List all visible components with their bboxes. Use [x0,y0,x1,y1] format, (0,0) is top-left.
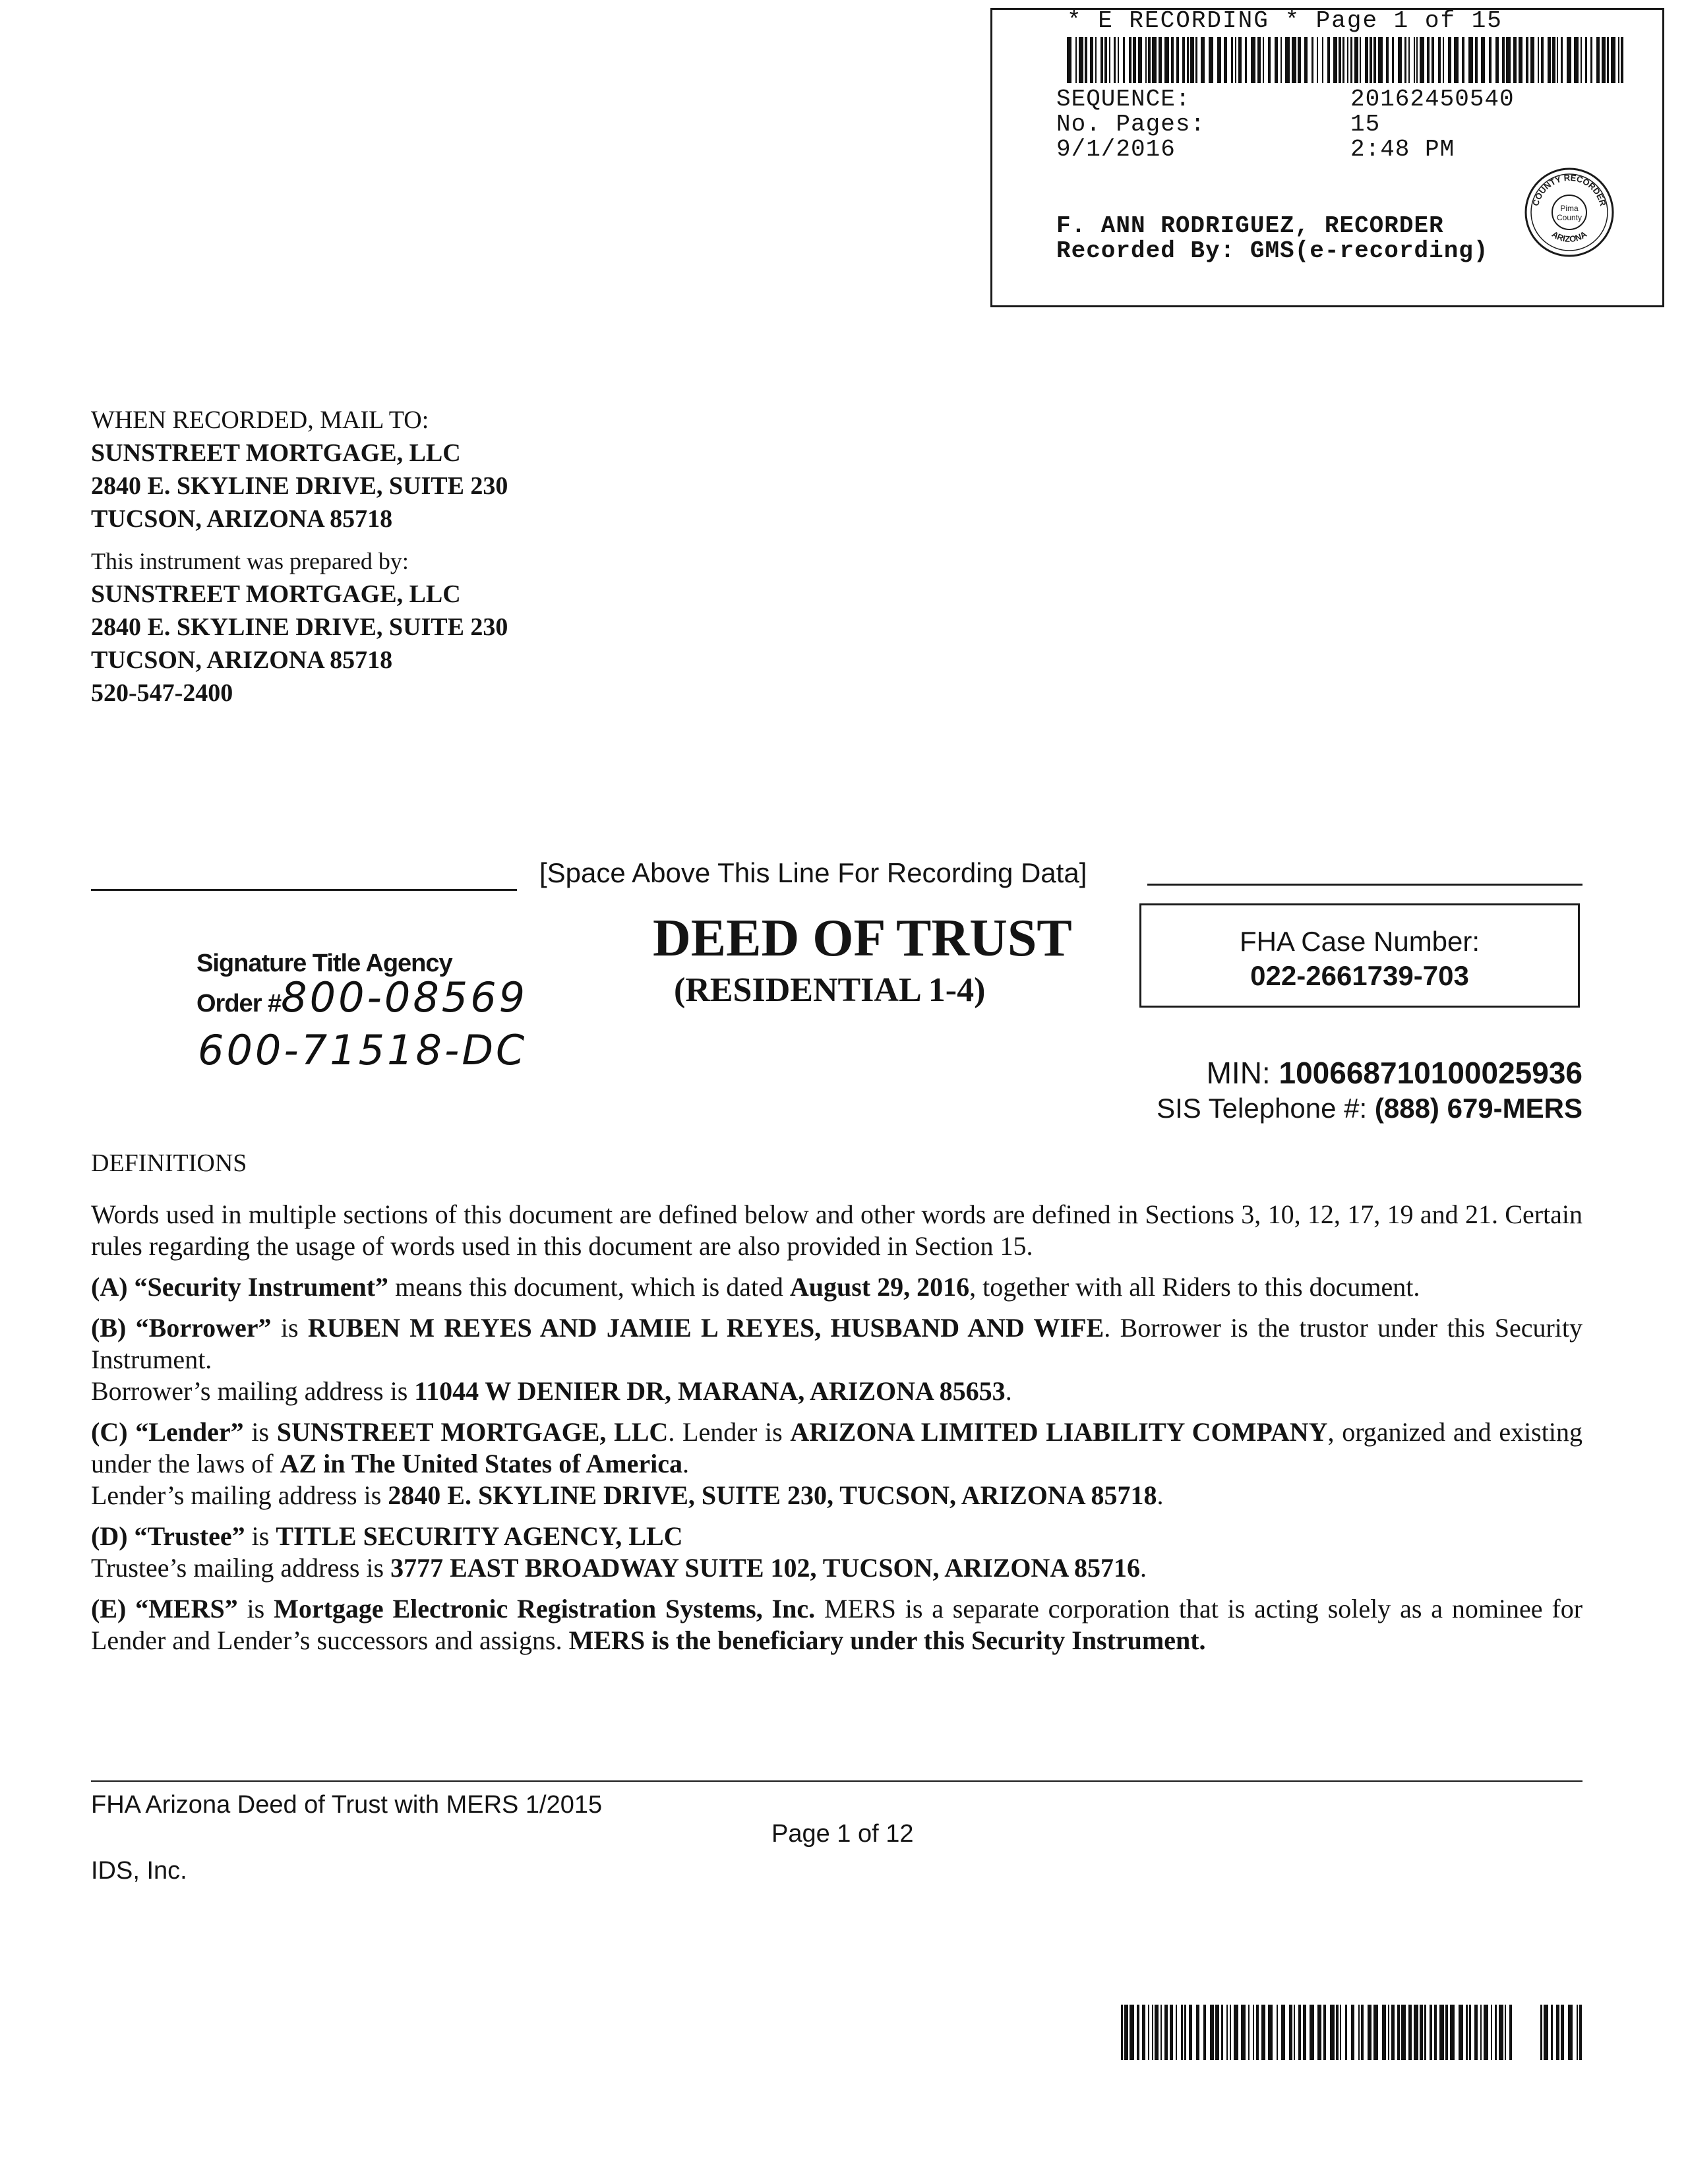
barcode-bar [1138,37,1142,83]
barcode-bar [1489,37,1492,83]
barcode-bar [1261,2005,1265,2060]
barcode-bar [1602,37,1606,83]
definition-text: is [237,1594,274,1623]
barcode-bar [1392,37,1394,83]
barcode-bar [1540,2005,1542,2060]
barcode-bar [1607,37,1609,83]
barcode-bar [1253,2005,1254,2060]
barcode-bar [1378,37,1383,83]
barcode-bar [1499,2005,1503,2060]
barcode-bar [1311,37,1313,83]
barcode-bar [1317,37,1318,83]
barcode-bar [1201,37,1205,83]
barcode-bar [1401,2005,1406,2060]
barcode-bar [1330,2005,1335,2060]
definition-text: means this document, which is dated [388,1272,790,1302]
sis-value: (888) 679-MERS [1374,1093,1582,1124]
barcode-bar [1182,37,1185,83]
barcode-bar [1123,37,1125,83]
recording-space-rule-right [1147,884,1582,886]
barcode-bar [1579,2005,1582,2060]
borrower-name: RUBEN M REYES AND JAMIE L REYES, HUSBAND AND WIFE [307,1313,1104,1343]
barcode-bar [1351,2005,1354,2060]
barcode-bar [1339,37,1341,83]
barcode-bar [1408,37,1410,83]
barcode-bar [1590,37,1592,83]
barcode-bar [1621,37,1623,83]
barcode-bar [1373,2005,1378,2060]
barcode-bar [1294,2005,1295,2060]
barcode-bar [1121,2005,1123,2060]
barcode-bar [1397,2005,1400,2060]
barcode-bar [1561,37,1563,83]
barcode-bar [1581,37,1582,83]
prepared-by-line: 520-547-2400 [91,679,233,707]
barcode-bar [1432,37,1434,83]
definition-text: is [271,1313,308,1343]
lender-name: SUNSTREET MORTGAGE, LLC [276,1417,669,1447]
barcode-bar [1434,2005,1437,2060]
barcode-bar [1585,37,1587,83]
barcode-bar [1327,37,1330,83]
barcode-bar [1420,2005,1423,2060]
borrower-address [91,1376,1582,1407]
barcode-bar [1114,37,1116,83]
recording-header: * E RECORDING * Page 1 of 15 [1067,7,1503,34]
barcode-bar [1474,2005,1478,2060]
barcode-bar [1133,37,1136,83]
barcode-bar [1360,37,1361,83]
barcode-bar [1354,37,1358,83]
mail-to-line: SUNSTREET MORTGAGE, LLC [91,439,461,467]
barcode-bar [1268,2005,1273,2060]
barcode-bar [1145,37,1147,83]
min-label: MIN: [1206,1056,1279,1090]
barcode-bar [1085,37,1087,83]
barcode-bar [1342,37,1344,83]
barcode-bar [1574,37,1579,83]
definition-c [91,1416,1582,1480]
barcode-bar [1075,37,1077,83]
barcode-bar [1398,37,1402,83]
barcode-bar [1556,2005,1559,2060]
barcode-bar [1373,37,1376,83]
barcode-bar [1491,2005,1492,2060]
barcode-bar [1310,2005,1314,2060]
prepared-by-line: SUNSTREET MORTGAGE, LLC [91,580,461,608]
recording-barcode [1067,37,1625,83]
mail-to-heading: WHEN RECORDED, MAIL TO: [91,406,429,434]
barcode-bar [1298,37,1301,83]
sequence-label: SEQUENCE: [1056,86,1191,113]
handwritten-file-number: 600-71518-DC [198,1026,528,1074]
barcode-bar [1245,37,1247,83]
barcode-bar [1170,2005,1173,2060]
barcode-bar [1257,37,1261,83]
barcode-bar [1234,2005,1238,2060]
barcode-bar [1100,37,1103,83]
barcode-bar [1358,2005,1360,2060]
barcode-bar [1187,37,1189,83]
sis-label: SIS Telephone #: [1157,1093,1375,1124]
definition-e [91,1593,1582,1656]
prepared-by-line: 2840 E. SKYLINE DRIVE, SUITE 230 [91,613,508,641]
barcode-bar [1215,2005,1219,2060]
barcode-bar [1577,2005,1578,2060]
barcode-bar [1345,2005,1347,2060]
pages-value: 15 [1350,111,1381,138]
barcode-bar [1530,37,1534,83]
barcode-bar [1217,37,1221,83]
document-title: DEED OF TRUST [653,909,1072,967]
barcode-bar [1281,37,1282,83]
county-recorder-seal [1523,166,1615,258]
barcode-bar [1256,2005,1259,2060]
document-subtitle: (RESIDENTIAL 1-4) [674,971,986,1009]
definition-term: (D) “Trustee” [91,1521,245,1551]
footer-page-number: Page 1 of 12 [771,1820,914,1848]
barcode-bar [1347,37,1348,83]
seal-text-center-2: County [1556,213,1582,222]
barcode-bar [1388,2005,1389,2060]
fha-case-label: FHA Case Number: [1239,926,1480,957]
barcode-bar [1386,37,1389,83]
barcode-bar [1596,37,1600,83]
barcode-bar [1509,2005,1512,2060]
definition-text: is [245,1521,276,1551]
barcode-bar [1160,2005,1162,2060]
definition-a [91,1271,1582,1303]
seal-text-center-1: Pima [1560,204,1579,213]
barcode-bar [1241,2005,1246,2060]
barcode-bar [1404,37,1406,83]
barcode-bar [1414,37,1415,83]
barcode-bar [1230,2005,1231,2060]
barcode-bar [1340,2005,1341,2060]
barcode-bar [1189,2005,1192,2060]
barcode-bar [1450,2005,1455,2060]
barcode-bar [1561,2005,1564,2060]
barcode-bar [1382,2005,1386,2060]
barcode-bar [1495,2005,1497,2060]
handwritten-order-number: 800-08569 [281,973,528,1021]
barcode-bar [1304,37,1308,83]
barcode-bar [1124,2005,1128,2060]
barcode-bar [1238,37,1242,83]
barcode-bar [1210,2005,1214,2060]
barcode-bar [1196,2005,1199,2060]
barcode-bar [1420,37,1424,83]
definition-term: (A) “Security Instrument” [91,1272,389,1302]
barcode-bar [1203,2005,1206,2060]
barcode-bar [1459,2005,1463,2060]
barcode-bar [1148,2005,1149,2060]
trustee-name: TITLE SECURITY AGENCY, LLC [276,1521,683,1551]
recording-date: 9/1/2016 [1056,136,1176,163]
definition-text: , together with all Riders to this document. [969,1272,1420,1302]
barcode-bar [1544,2005,1548,2060]
barcode-bar [1430,2005,1432,2060]
definition-term: (B) “Borrower” [91,1313,272,1343]
seal-text-bottom: ARIZONA [1550,229,1589,245]
definition-b [91,1312,1582,1376]
barcode-bar [1277,2005,1278,2060]
barcode-bar [1611,37,1615,83]
barcode-bar [1281,2005,1285,2060]
mail-to-line: 2840 E. SKYLINE DRIVE, SUITE 230 [91,472,508,500]
address-label: Lender’s mailing address is [91,1480,388,1510]
recording-time: 2:48 PM [1350,136,1455,163]
barcode-bar [1268,37,1271,83]
barcode-bar [1424,2005,1426,2060]
barcode-bar [1171,37,1174,83]
borrower-address-value: 11044 W DENIER DR, MARANA, ARIZONA 85653 [414,1376,1006,1406]
barcode-bar [1263,37,1264,83]
barcode-bar [1079,37,1083,83]
fha-case-number: 022-2661739-703 [1250,960,1469,991]
mers-name: Mortgage Electronic Registration Systems, Inc. [274,1594,816,1623]
barcode-bar [1427,37,1430,83]
barcode-bar [1176,2005,1177,2060]
space-above-line-text: [Space Above This Line For Recording Data] [539,857,1087,888]
barcode-bar [1462,37,1464,83]
barcode-bar [1391,2005,1395,2060]
barcode-bar [1285,37,1290,83]
barcode-bar [1298,2005,1301,2060]
definitions-intro: Words used in multiple sections of this document are defined below and other words are defined in Sections 3, 10, 12, 17, 19 and 21. Certain rules regarding the usage of words used in this document are also provided in Section 15. [91,1199,1582,1261]
definition-term: (E) “MERS” [91,1594,238,1623]
barcode-bar [1148,37,1151,83]
barcode-bar [1484,2005,1488,2060]
punctuation: . [682,1449,689,1478]
definitions-section [91,1147,1582,1666]
barcode-bar [1176,37,1179,83]
barcode-bar [1439,2005,1444,2060]
title-agency-name: Signature Title Agency [196,950,452,977]
barcode-bar [1414,2005,1418,2060]
barcode-bar [1567,37,1571,83]
barcode-bar [1275,37,1278,83]
barcode-bar [1130,2005,1134,2060]
barcode-bar [1292,37,1296,83]
punctuation: . [1140,1553,1147,1583]
recorded-by: Recorded By: GMS(e-recording) [1056,237,1489,264]
barcode-bar [1408,2005,1412,2060]
barcode-bar [1095,37,1097,83]
barcode-bar [1548,37,1551,83]
barcode-bar [1152,2005,1153,2060]
title-agency-order [196,973,528,1021]
barcode-bar [1438,37,1441,83]
barcode-bar [1090,37,1093,83]
barcode-bar [1552,37,1555,83]
document-barcode [1121,2005,1582,2060]
lender-jurisdiction: AZ in The United States of America [280,1449,682,1478]
barcode-bar [1104,37,1107,83]
barcode-bar [1137,2005,1139,2060]
barcode-bar [1164,37,1169,83]
sequence-value: 20162450540 [1350,86,1515,113]
barcode-bar [1152,37,1157,83]
barcode-bar [1067,37,1071,83]
barcode-bar [1209,37,1213,83]
trustee-address-value: 3777 EAST BROADWAY SUITE 102, TUCSON, ARIZONA 85716 [390,1553,1140,1583]
barcode-bar [1502,37,1505,83]
barcode-bar [1235,37,1236,83]
barcode-bar [1289,2005,1292,2060]
barcode-bar [1618,37,1619,83]
barcode-bar [1568,2005,1573,2060]
barcode-bar [1333,37,1337,83]
barcode-bar [1448,37,1451,83]
barcode-bar [1466,2005,1468,2060]
barcode-bar [1226,2005,1228,2060]
barcode-bar [1469,2005,1471,2060]
min-value: 100668710100025936 [1279,1056,1582,1090]
barcode-bar [1195,37,1197,83]
pages-label: No. Pages: [1056,111,1206,138]
barcode-bar [1129,37,1131,83]
barcode-bar [1541,37,1544,83]
barcode-bar [1557,37,1558,83]
prepared-by-heading: This instrument was prepared by: [91,548,409,574]
definition-text: . Borrower is the trustor under this Security Instrument. [91,1313,1583,1374]
barcode-bar [1368,2005,1372,2060]
barcode-bar [1475,37,1478,83]
barcode-bar [1513,37,1517,83]
prepared-by-line: TUCSON, ARIZONA 85718 [91,646,393,674]
mers-beneficiary-statement: MERS is the beneficiary under this Security Instrument. [568,1625,1206,1655]
barcode-bar [1480,2005,1482,2060]
barcode-bar [1159,37,1162,83]
lender-address-value: 2840 E. SKYLINE DRIVE, SUITE 230, TUCSON, ARIZONA 85718 [388,1480,1157,1510]
footer-form-name: FHA Arizona Deed of Trust with MERS 1/2015 [91,1791,603,1819]
barcode-bar [1350,37,1352,83]
barcode-bar [1551,2005,1553,2060]
barcode-bar [1190,37,1194,83]
svg-text:ARIZONA [1550,229,1589,244]
sis-telephone-line [1157,1092,1582,1125]
barcode-bar [1224,37,1227,83]
barcode-bar [1317,2005,1321,2060]
barcode-bar [1443,37,1444,83]
min-line [1207,1055,1582,1091]
definition-text: . Lender is [668,1417,791,1447]
definition-term: (C) “Lender” [91,1417,244,1447]
order-label: Order # [196,990,282,1017]
barcode-bar [1454,37,1459,83]
punctuation: . [1157,1480,1164,1510]
barcode-bar [1361,2005,1364,2060]
barcode-bar [1142,2005,1145,2060]
recording-space-rule-left [91,889,517,891]
barcode-bar [1519,37,1522,83]
barcode-bar [1231,37,1233,83]
address-label: Borrower’s mailing address is [91,1376,415,1406]
barcode-bar [1323,2005,1326,2060]
barcode-bar [1181,2005,1183,2060]
trustee-address [91,1552,1582,1584]
barcode-bar [1248,2005,1250,2060]
barcode-bar [1336,2005,1339,2060]
barcode-bar [1505,2005,1506,2060]
lender-address [91,1480,1582,1511]
mail-to-line: TUCSON, ARIZONA 85718 [91,505,393,533]
barcode-bar [1445,2005,1448,2060]
footer-rule [91,1780,1582,1782]
barcode-bar [1184,2005,1186,2060]
barcode-bar [1365,37,1368,83]
definition-text: MERS is a separate corporation that is acting solely as a nominee for Lender and Lender’s successors and assigns. [91,1594,1583,1655]
barcode-bar [1109,37,1110,83]
barcode-bar [1526,37,1528,83]
lender-entity-type: ARIZONA LIMITED LIABILITY COMPANY [790,1417,1328,1447]
barcode-bar [1303,2005,1306,2060]
barcode-bar [1506,37,1511,83]
barcode-bar [1495,37,1499,83]
barcode-bar [1221,2005,1223,2060]
definition-d [91,1521,1582,1552]
barcode-bar [1322,37,1323,83]
barcode-bar [1118,37,1119,83]
barcode-bar [1481,37,1485,83]
barcode-bar [1155,2005,1159,2060]
definitions-heading: DEFINITIONS [91,1149,247,1177]
seal-text-top: COUNTY RECORDER [1530,172,1608,207]
security-instrument-date: August 29, 2016 [789,1272,970,1302]
definition-text: is [243,1417,277,1447]
footer-vendor: IDS, Inc. [91,1857,187,1885]
barcode-bar [1538,37,1539,83]
barcode-bar [1370,37,1372,83]
barcode-bar [1468,37,1473,83]
barcode-bar [1251,37,1255,83]
recorder-name: F. ANN RODRIGUEZ, RECORDER [1056,212,1444,239]
punctuation: . [1005,1376,1012,1406]
address-label: Trustee’s mailing address is [91,1553,391,1583]
definition-text: , organized and existing under the laws of [91,1417,1582,1478]
barcode-bar [1416,37,1418,83]
barcode-bar [1164,2005,1168,2060]
